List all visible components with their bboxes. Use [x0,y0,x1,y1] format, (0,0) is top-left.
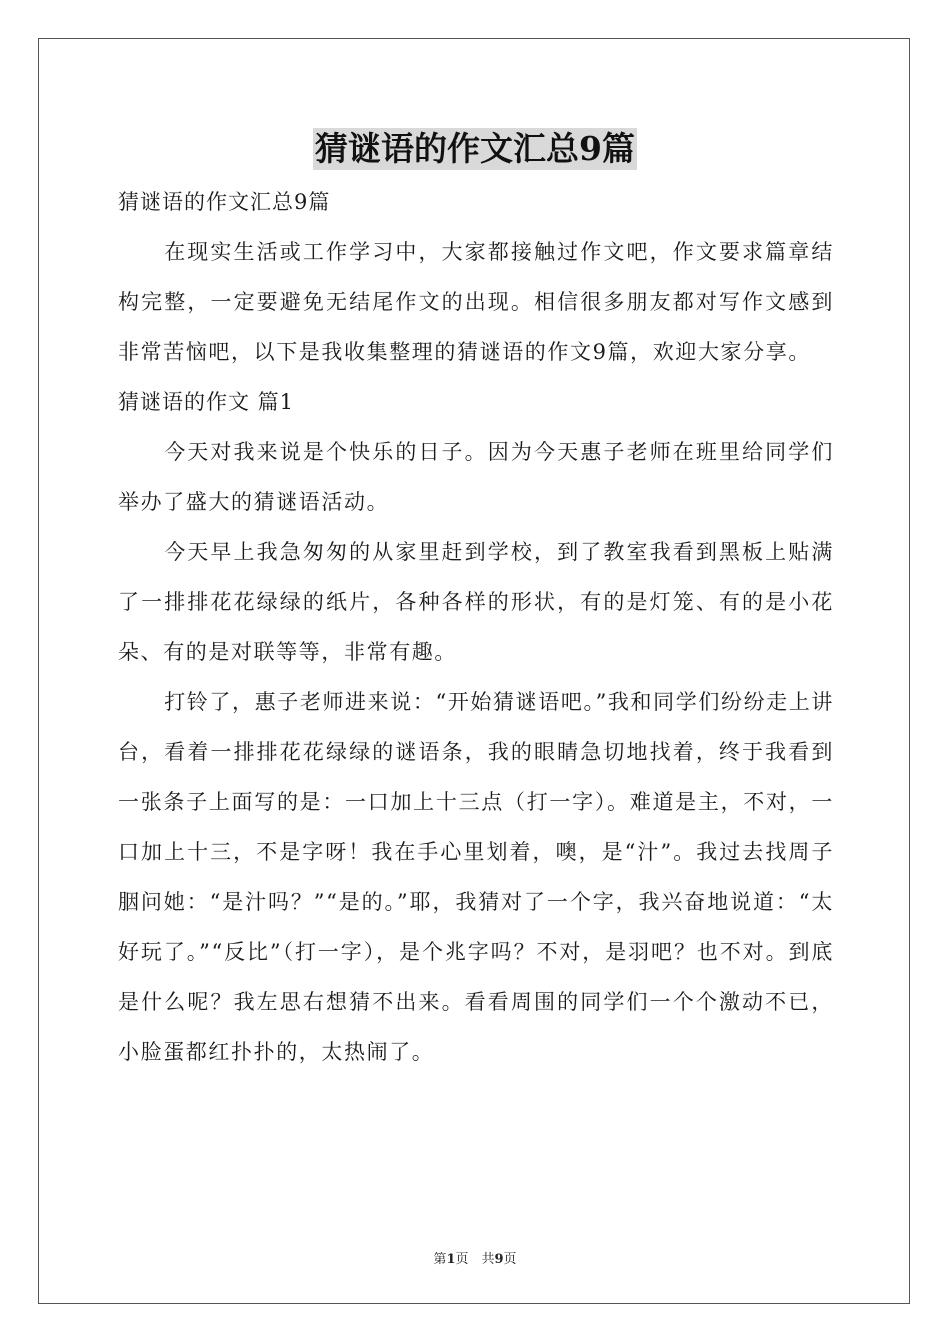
footer-page-current: 1 [446,1252,456,1267]
document-body [118,177,834,1077]
footer-page-suffix: 页 [503,1252,517,1267]
body-paragraph-3: 打铃了，惠子老师进来说：“开始猜谜语吧。”我和同学们纷纷走上讲台，看着一排排花花绿绿的谜语条，我的眼睛急切地找着，终于我看到一张条子上面写的是：一口加上十三点（打一字）。难道是主，不对，一口加上十三，不是字呀！我在手心里划着，噢，是“汁”。我过去找周子胭问她：“是汁吗？”“是的。”耶，我猜对了一个字，我兴奋地说道：“太好玩了。”“反比”（打一字），是个兆字吗？不对，是羽吧？也不对。到底是什么呢？我左思右想猜不出来。看看周围的同学们一个个激动不已，小脸蛋都红扑扑的，太热闹了。 [118,690,834,1064]
footer-page-total: 9 [494,1252,504,1267]
document-title-block [0,128,950,170]
document-title: 猜谜语的作文汇总9篇 [315,129,635,168]
footer-page-mid: 页 共 [455,1252,495,1267]
intro-paragraph: 在现实生活或工作学习中，大家都接触过作文吧，作文要求篇章结构完整，一定要避免无结尾作文的出现。相信很多朋友都对写作文感到非常苦恼吧，以下是我收集整理的猜谜语的作文9篇，欢迎大家分享。 [118,240,834,364]
document-subtitle: 猜谜语的作文汇总9篇 [118,190,331,214]
body-paragraph-2: 今天早上我急匆匆的从家里赶到学校，到了教室我看到黑板上贴满了一排排花花绿绿的纸片，各种各样的形状，有的是灯笼、有的是小花朵、有的是对联等等，非常有趣。 [118,540,834,664]
footer-page-prefix: 第 [433,1252,447,1267]
body-paragraph-1: 今天对我来说是个快乐的日子。因为今天惠子老师在班里给同学们举办了盛大的猜谜语活动。 [118,440,834,514]
page-footer [0,1248,950,1267]
section-heading: 猜谜语的作文 篇1 [118,390,295,414]
